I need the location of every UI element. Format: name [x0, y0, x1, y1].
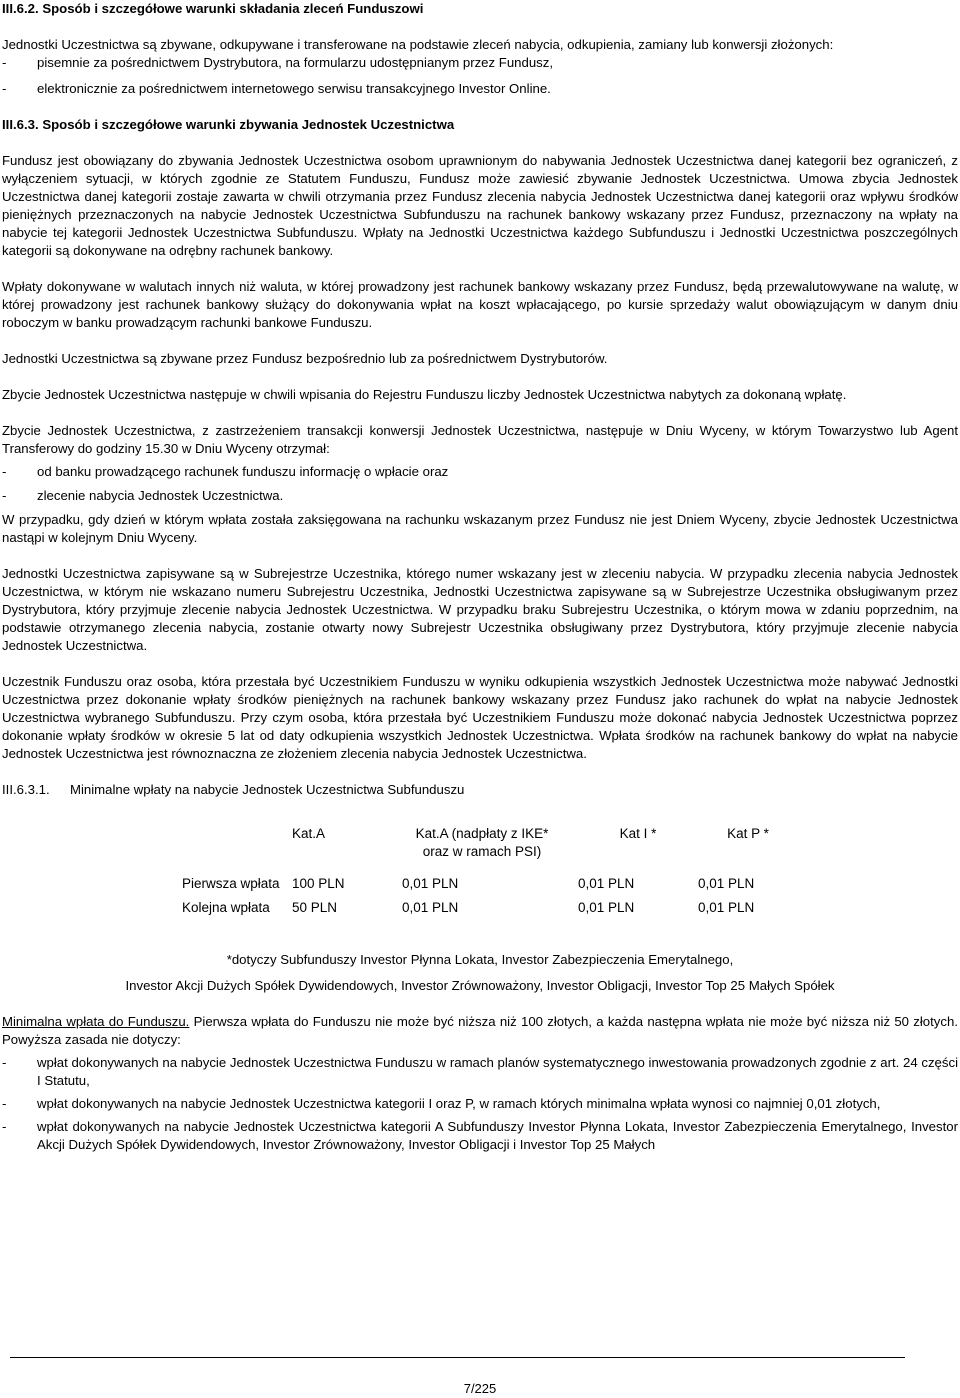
- min-fund-label: Minimalna wpłata do Funduszu.: [2, 1014, 190, 1029]
- paragraph: Zbycie Jednostek Uczestnictwa następuje w chwili wpisania do Rejestru Funduszu liczby Jednostek Uczestnictwa nabytych za dokonaną wpłatę.: [2, 387, 847, 402]
- paragraph: Jednostki Uczestnictwa zapisywane są w Subrejestrze Uczestnika, którego numer wskazany jest w zleceniu nabycia. W przypadku zlecenia nabycia Jednostek Uczestnictwa, w którym nie wskazano numeru Subrejestru Uczestnika, Jednostki Uczestnictwa zapisywane są w Subrejestrze Uczestnika obsługiwanym przez Dystrybutora, który przyjmuje zlecenie nabycia Jednostek Uczestnictwa. W przypadku braku Subrejestru Uczestnika, o którym mowa w zdaniu poprzednim, na podstawie otrzymanego zlecenia nabycia, zostanie otwarty nowy Subrejestr Uczestnika obsługiwany przez Dystrybutora, który przyjmuje zlecenie nabycia Jednostek Uczestnictwa.: [2, 566, 958, 653]
- subsection-heading: III.6.3.1. Minimalne wpłaty na nabycie Jednostek Uczestnictwa Subfunduszu: [2, 782, 465, 797]
- table-cell: Kat.A: [292, 826, 326, 841]
- table-cell: 0,01 PLN: [402, 900, 459, 915]
- table-row: [182, 861, 798, 893]
- table-cell: Kat.A (nadpłaty z IKE* oraz w ramach PSI): [415, 826, 549, 859]
- section-heading: III.6.3. Sposób i szczegółowe warunki zbywania Jednostek Uczestnictwa: [2, 117, 455, 132]
- list-item: - elektronicznie za pośrednictwem internetowego serwisu transakcyjnego Investor Online.: [2, 81, 551, 96]
- footnote: Investor Akcji Dużych Spółek Dywidendowych, Investor Zrównoważony, Investor Obligacji, Investor Top 25 Małych Spółek: [125, 978, 835, 993]
- table-cell: Kolejna wpłata: [182, 900, 270, 915]
- table-cell: 100 PLN: [292, 876, 345, 891]
- list-item: - wpłat dokonywanych na nabycie Jednostek Uczestnictwa Funduszu w ramach planów systematycznego inwestowania prowadzonych zgodnie z art. 24 części I Statutu,: [2, 1055, 958, 1088]
- table-cell: Pierwsza wpłata: [182, 876, 280, 891]
- paragraph: W przypadku, gdy dzień w którym wpłata została zaksięgowana na rachunku wskazanym przez Fundusz nie jest Dniem Wyceny, zbycie Jednostek Uczestnictwa nastąpi w kolejnym Dniu Wyceny.: [2, 512, 958, 545]
- paragraph: Uczestnik Funduszu oraz osoba, która przestała być Uczestnikiem Funduszu w wyniku odkupienia wszystkich Jednostek Uczestnictwa może nabywać Jednostki Uczestnictwa przez dokonanie wpłaty środków pieniężnych na rachunek bankowy wskazany przez Fundusz jako rachunek do wpłat na nabycie Jednostek Uczestnictwa wybranego Subfunduszu. Przy czym osoba, która przestała być Uczestnikiem Funduszu może dokonać nabycia Jednostek Uczestnictwa poprzez dokonanie wpłaty środków w okresie 5 lat od daty odkupienia wszystkich Jednostek Uczestnictwa. Wpłata środków na rachunek bankowy do wpłat na nabycie Jednostek Uczestnictwa jest równoznaczna ze złożeniem zlecenia nabycia Jednostek Uczestnictwa.: [2, 674, 958, 761]
- list-item: - pisemnie za pośrednictwem Dystrybutora, na formularzu udostępnianym przez Fundusz,: [2, 55, 554, 70]
- page-number: 7/225: [463, 1381, 497, 1396]
- intro-paragraph: Jednostki Uczestnictwa są zbywane, odkupywane i transferowane na podstawie zleceń nabycia, odkupienia, zamiany lub konwersji złożonych:: [2, 37, 834, 52]
- min-fund-paragraph: Minimalna wpłata do Funduszu. Pierwsza wpłata do Funduszu nie może być niższa niż 100 złotych, a każda następna wpłata nie może być niższa niż 50 złotych. Powyższa zasada nie dotyczy:: [2, 1014, 958, 1047]
- table-cell: [182, 825, 292, 861]
- table-cell: 0,01 PLN: [578, 876, 635, 891]
- paragraph: Zbycie Jednostek Uczestnictwa, z zastrzeżeniem transakcji konwersji Jednostek Uczestnictwa, następuje w Dniu Wyceny, w którym Towarzystwo lub Agent Transferowy do godziny 15.30 w Dniu Wyceny otrzymał:: [2, 423, 958, 456]
- paragraph: Fundusz jest obowiązany do zbywania Jednostek Uczestnictwa osobom uprawnionym do nabywania Jednostek Uczestnictwa danej kategorii bez ograniczeń, z wyłączeniem sytuacji, w których zgodnie ze Statutem Funduszu, Fundusz może zawiesić zbywanie Jednostek Uczestnictwa. Umowa zbycia Jednostek Uczestnictwa danej kategorii zostaje zawarta w chwili otrzymania przez Fundusz zlecenia nabycia Jednostek Uczestnictwa danej kategorii oraz wpływu środków pieniężnych przeznaczonych na nabycie Jednostek Uczestnictwa Subfunduszu na rachunek bankowy wskazany przez Fundusz, przeznaczony na wpłaty na nabycie tej kategorii Jednostek Uczestnictwa Subfunduszu. Wpłaty na Jednostki Uczestnictwa każdego Subfunduszu i Jednostki Uczestnictwa poszczególnych kategorii są dokonywane na odrębny rachunek bankowy.: [2, 153, 958, 258]
- table-row: [182, 893, 798, 917]
- list-item: - zlecenie nabycia Jednostek Uczestnictwa.: [2, 488, 284, 503]
- table-cell: 50 PLN: [292, 900, 338, 915]
- table-cell: Kat P *: [727, 826, 769, 841]
- paragraph: Jednostki Uczestnictwa są zbywane przez Fundusz bezpośrednio lub za pośrednictwem Dystrybutorów.: [2, 351, 608, 366]
- section-heading: III.6.2. Sposób i szczegółowe warunki składania zleceń Funduszowi: [2, 1, 424, 16]
- table-cell: 0,01 PLN: [698, 900, 755, 915]
- paragraph: Wpłaty dokonywane w walutach innych niż waluta, w której prowadzony jest rachunek bankowy wskazany przez Fundusz, będą przewalutowywane na walutę, w której prowadzony jest rachunek bankowy służący do dokonywania wpłat na koszt wpłacającego, po kursie sprzedaży walut obowiązującym w danym dniu roboczym w banku prowadzącym rachunki bankowe Funduszu.: [2, 279, 958, 330]
- list-item: - od banku prowadzącego rachunek funduszu informację o wpłacie oraz: [2, 464, 449, 479]
- list-item: - wpłat dokonywanych na nabycie Jednostek Uczestnictwa kategorii A Subfunduszy Investor Płynna Lokata, Investor Zabezpieczenia Emerytalnego, Investor Akcji Dużych Spółek Dywidendowych, Investor Zrównoważony, Investor Obligacji i Investor Top 25 Małych: [2, 1119, 958, 1152]
- table-cell: 0,01 PLN: [402, 876, 459, 891]
- minimum-payments-table: [182, 825, 798, 917]
- table-cell: 0,01 PLN: [578, 900, 635, 915]
- footnote: *dotyczy Subfunduszy Investor Płynna Lokata, Investor Zabezpieczenia Emerytalnego,: [226, 952, 734, 967]
- table-cell: Kat I *: [619, 826, 657, 841]
- table-cell: 0,01 PLN: [698, 876, 755, 891]
- list-item: - wpłat dokonywanych na nabycie Jednostek Uczestnictwa kategorii I oraz P, w ramach których minimalna wpłata wynosi co najmniej 0,01 złotych,: [2, 1096, 881, 1111]
- footer-divider: [10, 1357, 905, 1358]
- table-header-row: [182, 825, 798, 861]
